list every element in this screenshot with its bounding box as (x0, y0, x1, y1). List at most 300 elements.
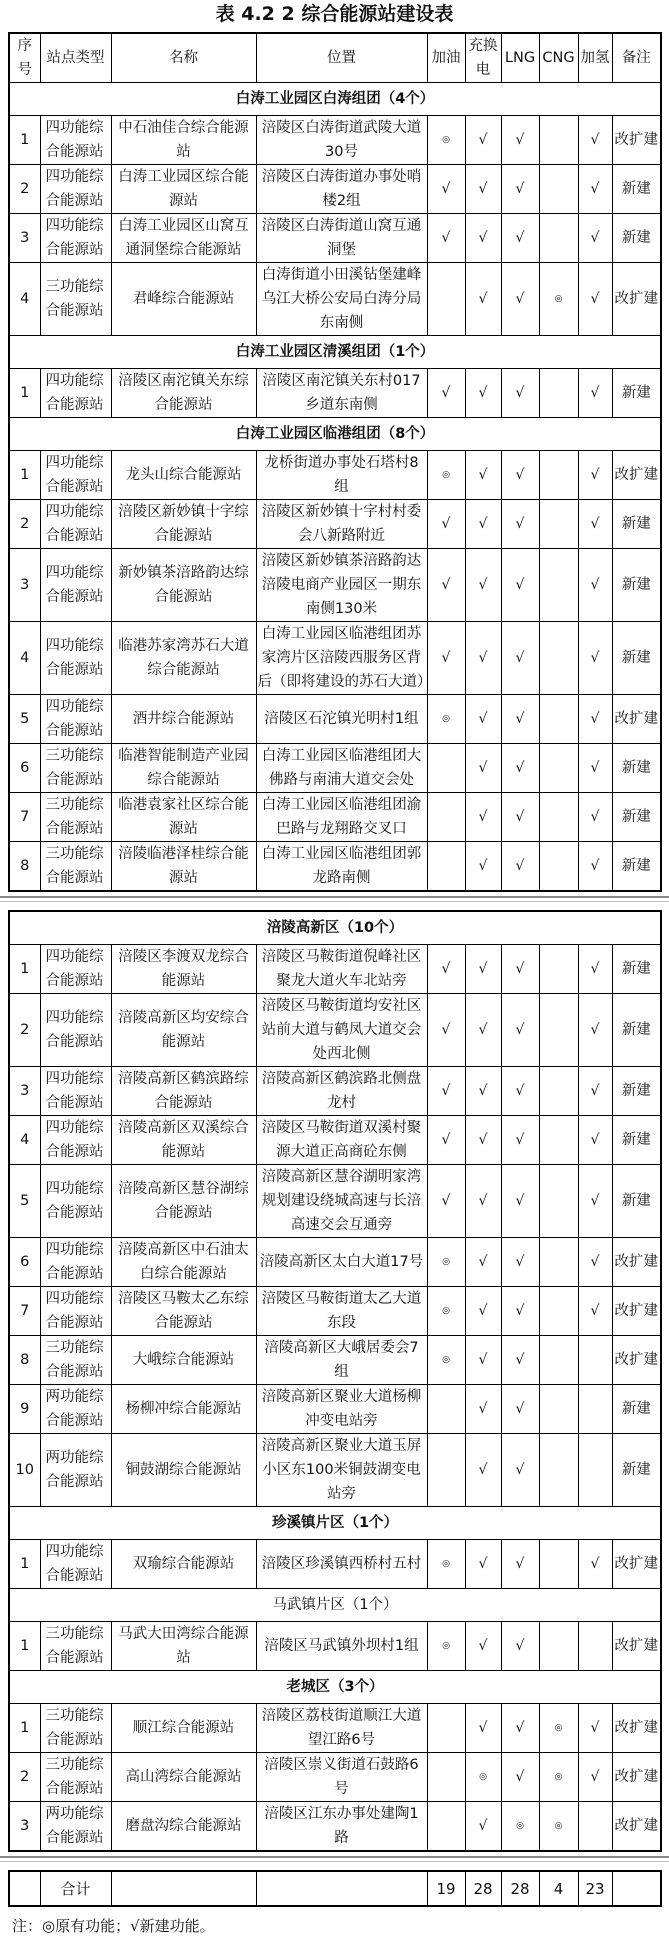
cell-oil: √ (427, 1165, 465, 1238)
cell-name: 涪陵高新区慧谷湖综合能源站 (111, 1165, 256, 1238)
cell-h2: √ (578, 1165, 612, 1238)
group-row (9, 1507, 661, 1540)
cell-type: 四功能综合能源站 (40, 214, 111, 263)
cell-cng (539, 1434, 578, 1507)
cell-loc: 涪陵区马鞍街道太乙大道东段 (256, 1287, 427, 1336)
group-label: 白涛工业园区白涛组团（4个） (9, 83, 661, 116)
cell-charge: √ (465, 1287, 501, 1336)
cell-lng: √ (501, 549, 539, 622)
cell-note: 新建 (612, 500, 661, 549)
cell-charge: √ (465, 842, 501, 892)
table-row (9, 165, 661, 214)
header-type: 站点类型 (40, 33, 111, 83)
cell-note: 改扩建 (612, 1540, 661, 1589)
group-row (9, 336, 661, 369)
cell-cng (539, 1540, 578, 1589)
cell-oil: ◎ (427, 116, 465, 165)
cell-no: 3 (9, 1067, 40, 1116)
cell-name: 临港苏家湾苏石大道综合能源站 (111, 622, 256, 695)
cell-note: 新建 (612, 1165, 661, 1238)
cell-no: 10 (9, 1434, 40, 1507)
stations-table-part-2 (8, 910, 662, 1852)
cell-loc: 涪陵区新妙镇茶涪路韵达涪陵电商产业园区一期东南侧130米 (256, 549, 427, 622)
cell-loc: 涪陵高新区聚业大道玉屏小区东100米铜鼓湖变电站旁 (256, 1434, 427, 1507)
cell-oil (427, 1385, 465, 1434)
total-oil: 19 (427, 1871, 465, 1906)
cell-type: 四功能综合能源站 (40, 695, 111, 744)
cell-cng: ◎ (539, 263, 578, 336)
cell-h2: √ (578, 1704, 612, 1753)
cell-type: 四功能综合能源站 (40, 1540, 111, 1589)
cell-charge: √ (465, 1165, 501, 1238)
table-row (9, 842, 661, 892)
cell-type: 三功能综合能源站 (40, 744, 111, 793)
cell-type: 四功能综合能源站 (40, 1165, 111, 1238)
page-break (0, 1856, 669, 1862)
header-location: 位置 (256, 33, 427, 83)
cell-no: 1 (9, 451, 40, 500)
cell-oil: √ (427, 500, 465, 549)
header-charge: 充换电 (465, 33, 501, 83)
cell-cng: ◎ (539, 1802, 578, 1852)
group-row (9, 418, 661, 451)
cell-name: 涪陵高新区双溪综合能源站 (111, 1116, 256, 1165)
cell-charge: √ (465, 1336, 501, 1385)
cell-no: 4 (9, 622, 40, 695)
cell-lng: √ (501, 1238, 539, 1287)
cell-note: 改扩建 (612, 1753, 661, 1802)
cell-lng: √ (501, 1753, 539, 1802)
cell-lng: √ (501, 1385, 539, 1434)
cell-no: 4 (9, 1116, 40, 1165)
cell-charge: √ (465, 500, 501, 549)
cell-note: 新建 (612, 1434, 661, 1507)
table-row (9, 744, 661, 793)
cell-name: 双瑜综合能源站 (111, 1540, 256, 1589)
cell-oil: √ (427, 165, 465, 214)
cell-cng (539, 793, 578, 842)
cell-cng (539, 214, 578, 263)
cell-loc: 涪陵区白涛街道办事处哨楼2组 (256, 165, 427, 214)
cell-h2: √ (578, 622, 612, 695)
cell-note: 新建 (612, 165, 661, 214)
cell-cng (539, 451, 578, 500)
cell-oil (427, 263, 465, 336)
cell-charge: √ (465, 1067, 501, 1116)
cell-h2: √ (578, 793, 612, 842)
cell-cng (539, 369, 578, 418)
group-label: 白涛工业园区清溪组团（1个） (9, 336, 661, 369)
cell-loc: 白涛工业园区临港组团郭龙路南侧 (256, 842, 427, 892)
cell-name: 酒井综合能源站 (111, 695, 256, 744)
cell-h2: √ (578, 1287, 612, 1336)
cell-note: 新建 (612, 1067, 661, 1116)
cell-no: 2 (9, 500, 40, 549)
cell-loc: 涪陵区马鞍街道倪峰社区聚龙大道火车北站旁 (256, 945, 427, 994)
cell-name: 龙头山综合能源站 (111, 451, 256, 500)
cell-name: 涪陵高新区中石油太白综合能源站 (111, 1238, 256, 1287)
cell-loc: 涪陵区石沱镇光明村1组 (256, 695, 427, 744)
cell-note: 新建 (612, 369, 661, 418)
cell-name: 高山湾综合能源站 (111, 1753, 256, 1802)
cell-cng (539, 1385, 578, 1434)
cell-loc: 涪陵高新区聚业大道杨柳冲变电站旁 (256, 1385, 427, 1434)
cell-no: 9 (9, 1385, 40, 1434)
cell-oil: √ (427, 1116, 465, 1165)
table-row (9, 1067, 661, 1116)
cell-loc: 涪陵高新区太白大道17号 (256, 1238, 427, 1287)
cell-type: 三功能综合能源站 (40, 1704, 111, 1753)
cell-name: 临港袁家社区综合能源站 (111, 793, 256, 842)
cell-cng: ◎ (539, 1753, 578, 1802)
table-row (9, 1622, 661, 1671)
cell-charge: √ (465, 1540, 501, 1589)
cell-oil: ◎ (427, 451, 465, 500)
table-row (9, 1116, 661, 1165)
cell-h2: √ (578, 994, 612, 1067)
total-label: 合计 (40, 1871, 111, 1906)
cell-loc: 涪陵区崇义街道石鼓路6号 (256, 1753, 427, 1802)
cell-no: 7 (9, 793, 40, 842)
cell-oil: ◎ (427, 1336, 465, 1385)
total-note-cell (612, 1871, 661, 1906)
group-row (9, 1671, 661, 1704)
cell-type: 四功能综合能源站 (40, 945, 111, 994)
totals-table (8, 1870, 662, 1907)
cell-charge: √ (465, 793, 501, 842)
cell-name: 涪陵区李渡双龙综合能源站 (111, 945, 256, 994)
cell-lng: √ (501, 1622, 539, 1671)
cell-oil (427, 1802, 465, 1852)
group-row (9, 83, 661, 116)
cell-type: 两功能综合能源站 (40, 1434, 111, 1507)
cell-oil: √ (427, 214, 465, 263)
cell-oil: ◎ (427, 1238, 465, 1287)
cell-type: 三功能综合能源站 (40, 1622, 111, 1671)
cell-loc: 白涛工业园区临港组团大佛路与南浦大道交会处 (256, 744, 427, 793)
header-note: 备注 (612, 33, 661, 83)
cell-loc: 涪陵区新妙镇十字村村委会八新路附近 (256, 500, 427, 549)
table-row (9, 116, 661, 165)
cell-oil (427, 842, 465, 892)
cell-cng (539, 622, 578, 695)
cell-type: 四功能综合能源站 (40, 994, 111, 1067)
cell-charge: √ (465, 1622, 501, 1671)
group-label: 老城区（3个） (9, 1671, 661, 1704)
table-row (9, 793, 661, 842)
cell-h2 (578, 1385, 612, 1434)
cell-charge: √ (465, 1704, 501, 1753)
total-charge: 28 (465, 1871, 501, 1906)
cell-cng (539, 1116, 578, 1165)
group-label: 马武镇片区（1个） (9, 1589, 661, 1622)
cell-h2: √ (578, 1238, 612, 1287)
cell-type: 四功能综合能源站 (40, 500, 111, 549)
cell-charge: √ (465, 549, 501, 622)
cell-oil (427, 1753, 465, 1802)
cell-h2 (578, 1434, 612, 1507)
cell-no: 5 (9, 1165, 40, 1238)
total-name-cell (111, 1871, 256, 1906)
cell-lng: √ (501, 263, 539, 336)
cell-loc: 白涛街道小田溪钻堡建峰乌江大桥公安局白涛分局东南侧 (256, 263, 427, 336)
cell-name: 马武大田湾综合能源站 (111, 1622, 256, 1671)
cell-loc: 涪陵区荔枝街道顺江大道望江路6号 (256, 1704, 427, 1753)
cell-charge: √ (465, 369, 501, 418)
cell-loc: 白涛工业园区临港组团苏家湾片区涪陵西服务区背后（即将建设的苏石大道） (256, 622, 427, 695)
cell-cng (539, 945, 578, 994)
cell-note: 新建 (612, 622, 661, 695)
table-row (9, 1802, 661, 1852)
cell-no: 1 (9, 1704, 40, 1753)
cell-name: 白涛工业园区综合能源站 (111, 165, 256, 214)
cell-cng (539, 500, 578, 549)
cell-no: 8 (9, 1336, 40, 1385)
cell-lng: √ (501, 1116, 539, 1165)
cell-cng: ◎ (539, 1704, 578, 1753)
cell-name: 杨柳冲综合能源站 (111, 1385, 256, 1434)
cell-charge: √ (465, 116, 501, 165)
cell-oil: √ (427, 369, 465, 418)
cell-lng: √ (501, 1434, 539, 1507)
cell-loc: 涪陵区马鞍街道均安社区站前大道与鹤凤大道交会处西北侧 (256, 994, 427, 1067)
cell-name: 白涛工业园区山窝互通洞堡综合能源站 (111, 214, 256, 263)
cell-lng: √ (501, 622, 539, 695)
cell-oil: √ (427, 549, 465, 622)
cell-no: 1 (9, 1540, 40, 1589)
cell-lng: √ (501, 793, 539, 842)
cell-cng (539, 1165, 578, 1238)
cell-no: 6 (9, 1238, 40, 1287)
cell-h2: √ (578, 1540, 612, 1589)
cell-note: 改扩建 (612, 1622, 661, 1671)
page-break (0, 896, 669, 902)
cell-loc: 涪陵区南沱镇关东村017乡道东南侧 (256, 369, 427, 418)
table-row (9, 263, 661, 336)
table-row (9, 695, 661, 744)
cell-no: 3 (9, 214, 40, 263)
table-row (9, 500, 661, 549)
cell-type: 四功能综合能源站 (40, 165, 111, 214)
cell-h2: √ (578, 842, 612, 892)
cell-name: 磨盘沟综合能源站 (111, 1802, 256, 1852)
header-h2: 加氢 (578, 33, 612, 83)
cell-name: 新妙镇茶涪路韵达综合能源站 (111, 549, 256, 622)
table-row (9, 1165, 661, 1238)
cell-oil (427, 744, 465, 793)
table-row (9, 451, 661, 500)
cell-lng: √ (501, 1540, 539, 1589)
cell-h2: √ (578, 744, 612, 793)
cell-note: 新建 (612, 744, 661, 793)
cell-charge: √ (465, 263, 501, 336)
cell-no: 1 (9, 1622, 40, 1671)
table-row (9, 369, 661, 418)
cell-charge: √ (465, 945, 501, 994)
cell-type: 三功能综合能源站 (40, 842, 111, 892)
cell-cng (539, 994, 578, 1067)
cell-charge: √ (465, 695, 501, 744)
cell-name: 顺江综合能源站 (111, 1704, 256, 1753)
cell-oil: ◎ (427, 695, 465, 744)
cell-no: 5 (9, 695, 40, 744)
total-cng: 4 (539, 1871, 578, 1906)
header-cng: CNG (539, 33, 578, 83)
cell-lng: √ (501, 945, 539, 994)
cell-note: 改扩建 (612, 116, 661, 165)
cell-no: 6 (9, 744, 40, 793)
group-label: 白涛工业园区临港组团（8个） (9, 418, 661, 451)
cell-h2: √ (578, 549, 612, 622)
cell-h2 (578, 1802, 612, 1852)
cell-h2: √ (578, 695, 612, 744)
cell-h2: √ (578, 165, 612, 214)
cell-h2 (578, 1622, 612, 1671)
cell-type: 四功能综合能源站 (40, 116, 111, 165)
cell-h2: √ (578, 451, 612, 500)
cell-name: 铜鼓湖综合能源站 (111, 1434, 256, 1507)
header-row (9, 33, 661, 83)
cell-h2: √ (578, 500, 612, 549)
cell-h2: √ (578, 1753, 612, 1802)
cell-h2: √ (578, 214, 612, 263)
cell-charge: √ (465, 994, 501, 1067)
cell-type: 四功能综合能源站 (40, 369, 111, 418)
cell-lng: √ (501, 695, 539, 744)
table-row (9, 1434, 661, 1507)
cell-no: 2 (9, 165, 40, 214)
cell-note: 新建 (612, 994, 661, 1067)
cell-loc: 涪陵高新区鹤滨路北侧盘龙村 (256, 1067, 427, 1116)
cell-cng (539, 1238, 578, 1287)
cell-note: 改扩建 (612, 263, 661, 336)
cell-cng (539, 116, 578, 165)
cell-note: 新建 (612, 549, 661, 622)
cell-loc: 白涛工业园区临港组团渝巴路与龙翔路交叉口 (256, 793, 427, 842)
table-row (9, 994, 661, 1067)
cell-name: 涪陵临港泽桂综合能源站 (111, 842, 256, 892)
cell-type: 四功能综合能源站 (40, 451, 111, 500)
cell-name: 大峨综合能源站 (111, 1336, 256, 1385)
total-h2: 23 (578, 1871, 612, 1906)
cell-note: 改扩建 (612, 1238, 661, 1287)
cell-name: 涪陵区新妙镇十字综合能源站 (111, 500, 256, 549)
cell-cng (539, 1336, 578, 1385)
cell-lng: √ (501, 994, 539, 1067)
cell-charge: √ (465, 1116, 501, 1165)
cell-oil (427, 1434, 465, 1507)
cell-note: 改扩建 (612, 451, 661, 500)
cell-note: 新建 (612, 1116, 661, 1165)
cell-note: 新建 (612, 214, 661, 263)
cell-note: 改扩建 (612, 1802, 661, 1852)
cell-no: 8 (9, 842, 40, 892)
table-row (9, 1385, 661, 1434)
cell-no: 2 (9, 994, 40, 1067)
cell-note: 新建 (612, 945, 661, 994)
cell-lng: √ (501, 165, 539, 214)
cell-charge: √ (465, 1802, 501, 1852)
header-name: 名称 (111, 33, 256, 83)
cell-lng: √ (501, 1067, 539, 1116)
cell-note: 改扩建 (612, 1336, 661, 1385)
cell-h2: √ (578, 1116, 612, 1165)
cell-oil (427, 1704, 465, 1753)
cell-loc: 涪陵区白涛街道武陵大道30号 (256, 116, 427, 165)
cell-cng (539, 1067, 578, 1116)
cell-type: 三功能综合能源站 (40, 263, 111, 336)
cell-oil: ◎ (427, 1540, 465, 1589)
cell-name: 涪陵高新区均安综合能源站 (111, 994, 256, 1067)
cell-loc: 涪陵高新区慧谷湖明家湾规划建设绕城高速与长涪高速交会互通旁 (256, 1165, 427, 1238)
cell-cng (539, 1622, 578, 1671)
total-location-cell (256, 1871, 427, 1906)
cell-lng: √ (501, 1704, 539, 1753)
cell-type: 三功能综合能源站 (40, 1753, 111, 1802)
cell-no: 1 (9, 945, 40, 994)
cell-note: 新建 (612, 793, 661, 842)
cell-oil: ◎ (427, 1622, 465, 1671)
cell-oil: √ (427, 994, 465, 1067)
cell-charge: √ (465, 165, 501, 214)
table-row (9, 1704, 661, 1753)
cell-lng: √ (501, 1336, 539, 1385)
cell-cng (539, 744, 578, 793)
cell-cng (539, 549, 578, 622)
cell-charge: √ (465, 1434, 501, 1507)
cell-loc: 涪陵区白涛街道山窝互通洞堡 (256, 214, 427, 263)
cell-lng: ◎ (501, 1802, 539, 1852)
cell-lng: √ (501, 214, 539, 263)
cell-h2: √ (578, 945, 612, 994)
cell-type: 两功能综合能源站 (40, 1802, 111, 1852)
cell-h2: √ (578, 1067, 612, 1116)
cell-lng: √ (501, 744, 539, 793)
table-row (9, 549, 661, 622)
group-label: 珍溪镇片区（1个） (9, 1507, 661, 1540)
cell-loc: 涪陵区马鞍街道双溪村聚源大道正高商砼东侧 (256, 1116, 427, 1165)
cell-name: 君峰综合能源站 (111, 263, 256, 336)
cell-type: 四功能综合能源站 (40, 1116, 111, 1165)
group-row (9, 1589, 661, 1622)
cell-name: 中石油佳合综合能源站 (111, 116, 256, 165)
cell-h2: √ (578, 369, 612, 418)
table-row (9, 1540, 661, 1589)
cell-note: 新建 (612, 1385, 661, 1434)
cell-type: 四功能综合能源站 (40, 1238, 111, 1287)
cell-note: 新建 (612, 842, 661, 892)
cell-loc: 涪陵区珍溪镇西桥村五村 (256, 1540, 427, 1589)
cell-note: 改扩建 (612, 1704, 661, 1753)
cell-no: 1 (9, 369, 40, 418)
cell-name: 涪陵高新区鹤滨路综合能源站 (111, 1067, 256, 1116)
header-oil: 加油 (427, 33, 465, 83)
cell-loc: 龙桥街道办事处石塔村8组 (256, 451, 427, 500)
cell-lng: √ (501, 842, 539, 892)
header-no: 序号 (9, 33, 40, 83)
cell-lng: √ (501, 1165, 539, 1238)
cell-charge: √ (465, 744, 501, 793)
footnote: 注：◎原有功能；√新建功能。 (12, 1917, 215, 1935)
cell-oil: √ (427, 945, 465, 994)
cell-type: 四功能综合能源站 (40, 1287, 111, 1336)
group-label: 涪陵高新区（10个） (9, 911, 661, 945)
cell-type: 两功能综合能源站 (40, 1385, 111, 1434)
cell-no: 3 (9, 549, 40, 622)
cell-charge: √ (465, 1238, 501, 1287)
cell-note: 改扩建 (612, 1287, 661, 1336)
total-lng: 28 (501, 1871, 539, 1906)
